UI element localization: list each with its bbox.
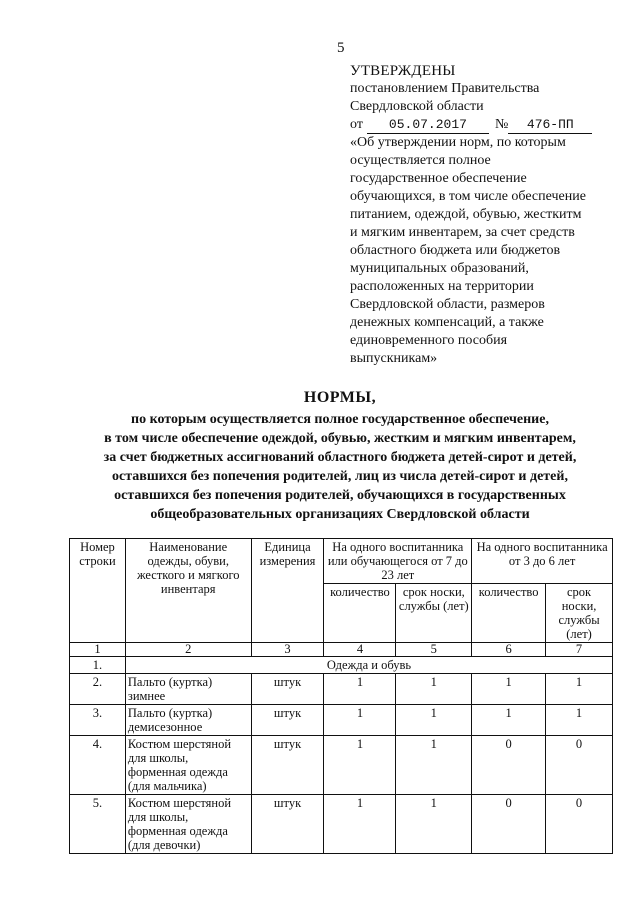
row-number: 3.	[70, 705, 126, 736]
row-wear-period-2: 1	[546, 705, 613, 736]
table-row	[70, 674, 613, 705]
column-number: 1	[70, 643, 126, 657]
column-number: 2	[125, 643, 251, 657]
resolution-line: обучающихся, в том числе обеспечение	[350, 189, 586, 204]
table-row	[70, 736, 613, 795]
header-group-3-6: На одного воспитанника от 3 до 6 лет	[472, 539, 613, 584]
column-number: 6	[472, 643, 546, 657]
row-item-name: Костюм шерстяной для школы, форменная одежда (для мальчика)	[125, 736, 251, 795]
approval-stamp	[350, 62, 620, 368]
row-quantity-2: 1	[472, 674, 546, 705]
row-unit: штук	[251, 736, 324, 795]
resolution-title	[350, 134, 620, 368]
row-unit: штук	[251, 674, 324, 705]
row-number: 5.	[70, 795, 126, 854]
resolution-line: выпускникам»	[350, 351, 438, 366]
row-quantity-2: 1	[472, 705, 546, 736]
row-item-name: Костюм шерстяной для школы, форменная одежда (для девочки)	[125, 795, 251, 854]
category-number: 1.	[70, 657, 126, 674]
document-heading	[60, 388, 620, 524]
heading-line: оставшихся без попечения родителей, лиц из числа детей-сирот и детей,	[112, 469, 568, 484]
approval-line-1: постановлением Правительства	[350, 81, 540, 96]
row-unit: штук	[251, 795, 324, 854]
header-unit: Единица измерения	[251, 539, 324, 643]
column-number: 7	[546, 643, 613, 657]
resolution-line: муниципальных образований,	[350, 261, 529, 276]
resolution-line: Свердловской области, размеров	[350, 297, 545, 312]
row-unit: штук	[251, 705, 324, 736]
row-quantity-1: 1	[324, 674, 396, 705]
header-quantity-2: количество	[472, 584, 546, 643]
row-quantity-1: 1	[324, 705, 396, 736]
row-number: 4.	[70, 736, 126, 795]
row-wear-period-1: 1	[396, 705, 472, 736]
resolution-line: и мягким инвентарем, за счет средств	[350, 225, 575, 240]
resolution-line: денежных компенсаций, а также	[350, 315, 544, 330]
resolution-line: питанием, одеждой, обувью, жесткитм	[350, 207, 582, 222]
resolution-line: расположенных на территории	[350, 279, 534, 294]
number-sign: №	[494, 117, 509, 132]
header-wear-period-1: срок носки, службы (лет)	[396, 584, 472, 643]
row-number: 2.	[70, 674, 126, 705]
header-quantity-1: количество	[324, 584, 396, 643]
table-header-row	[70, 539, 613, 584]
resolution-line: государственное обеспечение	[350, 171, 527, 186]
header-group-7-23: На одного воспитанника или обучающегося от 7 до 23 лет	[324, 539, 472, 584]
category-row	[70, 657, 613, 674]
row-wear-period-2: 1	[546, 674, 613, 705]
row-wear-period-1: 1	[396, 736, 472, 795]
approval-number: 476-ПП	[508, 117, 592, 134]
category-name: Одежда и обувь	[125, 657, 612, 674]
norms-table	[69, 538, 613, 854]
approval-title: УТВЕРЖДЕНЫ	[350, 63, 456, 79]
page-number: 5	[337, 40, 345, 56]
row-quantity-1: 1	[324, 795, 396, 854]
heading-title: НОРМЫ,	[303, 389, 377, 406]
heading-line: по которым осуществляется полное государственное обеспечение,	[131, 412, 549, 427]
row-quantity-2: 0	[472, 795, 546, 854]
resolution-line: областного бюджета или бюджетов	[350, 243, 561, 258]
row-wear-period-1: 1	[396, 795, 472, 854]
heading-line: в том числе обеспечение одеждой, обувью, жестким и мягким инвентарем,	[104, 431, 576, 446]
heading-line: общеобразовательных организациях Свердловской области	[150, 507, 530, 522]
row-quantity-2: 0	[472, 736, 546, 795]
resolution-line: «Об утверждении норм, по которым	[350, 135, 566, 150]
row-quantity-1: 1	[324, 736, 396, 795]
resolution-line: единовременного пособия	[350, 333, 508, 348]
row-item-name: Пальто (куртка) зимнее	[125, 674, 251, 705]
row-wear-period-1: 1	[396, 674, 472, 705]
heading-line: за счет бюджетных ассигнований областного бюджета детей-сирот и детей,	[103, 450, 577, 465]
approval-date: 05.07.2017	[367, 117, 489, 134]
header-row-number: Номер строки	[70, 539, 126, 643]
column-number: 4	[324, 643, 396, 657]
row-wear-period-2: 0	[546, 736, 613, 795]
header-wear-period-2: срок носки, службы (лет)	[546, 584, 613, 643]
approval-line-2: Свердловской области	[350, 99, 484, 114]
row-item-name: Пальто (куртка) демисезонное	[125, 705, 251, 736]
table-row	[70, 795, 613, 854]
header-item-name: Наименование одежды, обуви, жесткого и мягкого инвентаря	[125, 539, 251, 643]
heading-line: оставшихся без попечения родителей, обучающихся в государственных	[114, 488, 566, 503]
approval-date-line	[350, 116, 620, 134]
column-number: 5	[396, 643, 472, 657]
row-wear-period-2: 0	[546, 795, 613, 854]
date-prefix: от	[350, 117, 363, 132]
column-number-row	[70, 643, 613, 657]
resolution-line: осуществляется полное	[350, 153, 491, 168]
column-number: 3	[251, 643, 324, 657]
table-row	[70, 705, 613, 736]
